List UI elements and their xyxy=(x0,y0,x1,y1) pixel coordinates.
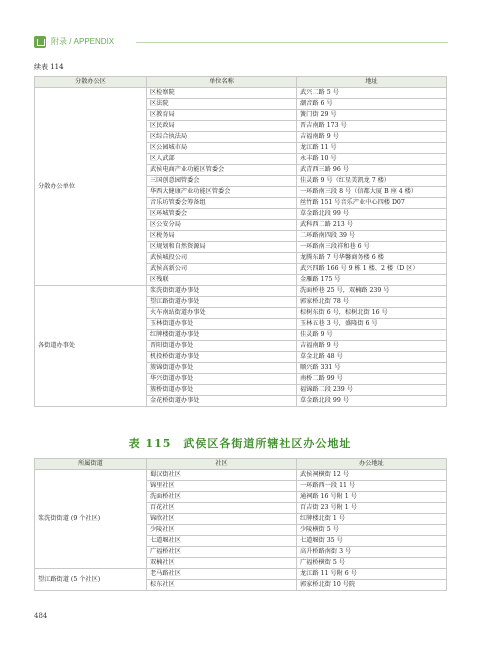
table-row xyxy=(35,569,447,580)
running-header-text: 附录 / APPENDIX xyxy=(51,37,115,46)
address-cell: 金雁路 175 号 xyxy=(297,275,447,286)
address-cell: 二环路南四段 39 号 xyxy=(297,231,447,242)
address-cell: 草金路北段 99 号 xyxy=(297,396,447,407)
name-cell: 蜀汉街社区 xyxy=(147,470,297,481)
address-cell: 佳灵路 9 号（红星美凯龙 7 楼） xyxy=(297,176,447,187)
address-cell: 七道堰街 35 号 xyxy=(297,536,447,547)
name-cell: 区民政局 xyxy=(147,121,297,132)
address-cell: 顺兴路 331 号 xyxy=(297,363,447,374)
name-cell: 晋阳街道办事处 xyxy=(147,341,297,352)
page-number: 484 xyxy=(34,612,48,620)
address-cell: 吉福南路 9 号 xyxy=(297,341,447,352)
address-cell: 龙江路 11 号附 6 号 xyxy=(297,569,447,580)
appendix-icon xyxy=(34,36,46,48)
address-cell: 龙腾东路 7 号华馨商务楼 6 楼 xyxy=(297,253,447,264)
address-cell: 武青西三路 96 号 xyxy=(297,165,447,176)
address-cell: 簧门街 29 号 xyxy=(297,110,447,121)
name-cell: 广福桥社区 xyxy=(147,547,297,558)
address-cell: 武侯祠横街 12 号 xyxy=(297,470,447,481)
address-cell: 佳灵路 9 号 xyxy=(297,330,447,341)
name-cell: 簇锦街道办事处 xyxy=(147,363,297,374)
address-cell: 草金路北段 99 号 xyxy=(297,209,447,220)
table-row xyxy=(35,88,447,99)
header-cell: 社区 xyxy=(147,459,297,470)
name-cell: 区环城管委会 xyxy=(147,209,297,220)
address-cell: 洗面桥巷 25 号，双楠路 239 号 xyxy=(297,286,447,297)
name-cell: 洗面桥社区 xyxy=(147,492,297,503)
name-cell: 棕东社区 xyxy=(147,580,297,591)
address-cell: 一环路南三段 8 号（信都大厦 B 座 4 楼） xyxy=(297,187,447,198)
address-cell: 福锦路二段 239 号 xyxy=(297,385,447,396)
address-cell: 高升桥路南街 3 号 xyxy=(297,547,447,558)
table-row xyxy=(35,470,447,481)
address-cell: 玉林五巷 3 号，盛隆街 6 号 xyxy=(297,319,447,330)
address-cell: 草金北路 48 号 xyxy=(297,352,447,363)
name-cell: 锦欣社区 xyxy=(147,514,297,525)
address-cell: 南桥二路 99 号 xyxy=(297,374,447,385)
address-cell: 少陵横街 5 号 xyxy=(297,525,447,536)
group-cell: 浆洗街街道 (9 个社区) xyxy=(35,470,147,569)
name-cell: 望江路街道办事处 xyxy=(147,297,297,308)
address-cell: 武兴二路 5 号 xyxy=(297,88,447,99)
address-cell: 红牌楼北街 1 号 xyxy=(297,514,447,525)
header-cell: 办公地址 xyxy=(297,459,447,470)
name-cell: 簇桥街道办事处 xyxy=(147,385,297,396)
header-cell: 所属街道 xyxy=(35,459,147,470)
header-cell: 分散办公区 xyxy=(35,77,147,88)
header-rule xyxy=(136,42,448,43)
address-cell: 一环路西一段 11 号 xyxy=(297,481,447,492)
name-cell: 少陵社区 xyxy=(147,525,297,536)
table-114-caption: 续表 114 xyxy=(34,63,64,71)
name-cell: 老马路社区 xyxy=(147,569,297,580)
address-cell: 广福桥横街 5 号 xyxy=(297,558,447,569)
address-cell: 郭家桥北街 78 号 xyxy=(297,297,447,308)
name-cell: 音乐坊管委会筹备组 xyxy=(147,198,297,209)
name-cell: 区残联 xyxy=(147,275,297,286)
header-cell: 地址 xyxy=(297,77,447,88)
address-cell: 丝竹路 151 号音乐产业中心四楼 D07 xyxy=(297,198,447,209)
group-cell: 望江路街道 (5 个社区) xyxy=(35,569,147,591)
name-cell: 红牌楼街道办事处 xyxy=(147,330,297,341)
name-cell: 金花桥街道办事处 xyxy=(147,396,297,407)
name-cell: 机投桥街道办事处 xyxy=(147,352,297,363)
name-cell: 三国创意园管委会 xyxy=(147,176,297,187)
address-cell: 晋吉南路 173 号 xyxy=(297,121,447,132)
address-cell: 武科西二路 213 号 xyxy=(297,220,447,231)
group-cell: 分散办公单位 xyxy=(35,88,147,286)
name-cell: 玉林街道办事处 xyxy=(147,319,297,330)
name-cell: 双楠社区 xyxy=(147,558,297,569)
address-cell: 武兴四路 166 号 9 栋 1 楼、2 楼（D 区） xyxy=(297,264,447,275)
address-cell: 郭家桥北街 10 号院 xyxy=(297,580,447,591)
name-cell: 区教育局 xyxy=(147,110,297,121)
table-row xyxy=(35,286,447,297)
table-header-row xyxy=(35,77,447,88)
header-cell: 单位名称 xyxy=(147,77,297,88)
name-cell: 七道堰社区 xyxy=(147,536,297,547)
name-cell: 火车南站街道办事处 xyxy=(147,308,297,319)
table-115-title: 表 115 武侯区各街道所辖社区办公地址 xyxy=(128,437,352,450)
name-cell: 区人武部 xyxy=(147,154,297,165)
table-114 xyxy=(34,76,447,407)
name-cell: 武侯高新公司 xyxy=(147,264,297,275)
address-cell: 吉福南路 9 号 xyxy=(297,132,447,143)
address-cell: 龙江路 11 号 xyxy=(297,143,447,154)
name-cell: 区法院 xyxy=(147,99,297,110)
address-cell: 一环路南三段祥和巷 6 号 xyxy=(297,242,447,253)
name-cell: 华兴街道办事处 xyxy=(147,374,297,385)
group-cell: 各街道办事处 xyxy=(35,286,147,407)
address-cell: 潮音路 6 号 xyxy=(297,99,447,110)
address-cell: 百吉街 23 号附 1 号 xyxy=(297,503,447,514)
name-cell: 区税务局 xyxy=(147,231,297,242)
running-header xyxy=(34,36,448,50)
name-cell: 区公园城市局 xyxy=(147,143,297,154)
name-cell: 锦里社区 xyxy=(147,481,297,492)
name-cell: 区公安分局 xyxy=(147,220,297,231)
name-cell: 区检察院 xyxy=(147,88,297,99)
name-cell: 武侯电商产业功能区管委会 xyxy=(147,165,297,176)
name-cell: 区规划和自然资源局 xyxy=(147,242,297,253)
name-cell: 华西大健康产业功能区管委会 xyxy=(147,187,297,198)
table-115 xyxy=(34,458,447,591)
table-header-row xyxy=(35,459,447,470)
address-cell: 通祠路 16 号附 1 号 xyxy=(297,492,447,503)
name-cell: 区综合执法局 xyxy=(147,132,297,143)
address-cell: 棕树东街 6 号，棕树北街 16 号 xyxy=(297,308,447,319)
name-cell: 武侯城投公司 xyxy=(147,253,297,264)
name-cell: 浆洗街街道办事处 xyxy=(147,286,297,297)
name-cell: 百花社区 xyxy=(147,503,297,514)
address-cell: 永丰路 10 号 xyxy=(297,154,447,165)
